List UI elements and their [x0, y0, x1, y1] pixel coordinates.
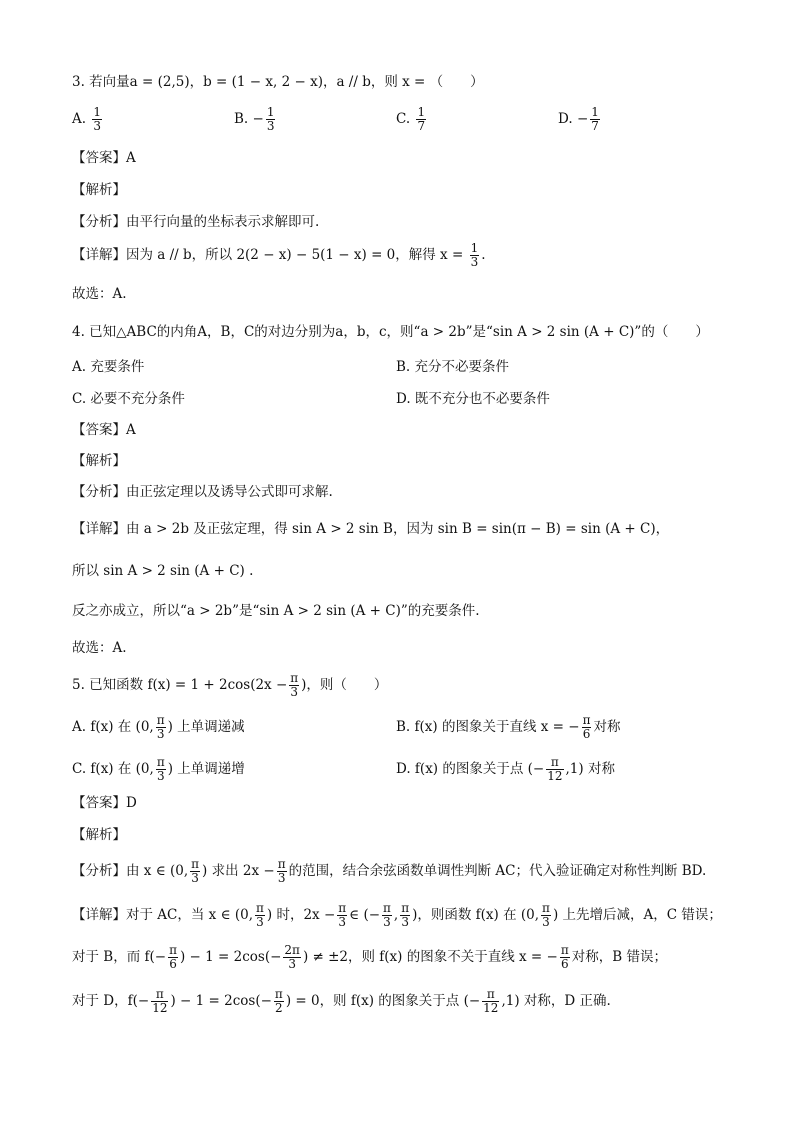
fraction: $\frac{\pi}{6}$ — [169, 943, 177, 971]
q3-conclusion: 故选：A. — [72, 286, 127, 302]
q5-option-d: D. f(x) 的图象关于点 (− $\frac{\pi}{12}$ ,1) 对称 — [396, 755, 615, 783]
option-label: B. — [234, 111, 249, 127]
q4-xiangjie-3: 反之亦成立，所以“a > 2b”是“sin A > 2 sin (A + C)”的充要条件. — [72, 603, 480, 619]
q4-conclusion: 故选：A. — [72, 640, 127, 656]
fraction: $\frac{\pi}{3}$ — [290, 671, 299, 699]
fraction: $\frac{\pi}{3}$ — [383, 901, 391, 929]
q4-option-b: B. 充分不必要条件 — [396, 359, 510, 375]
q3-option-a — [72, 106, 104, 133]
option-label: D. — [558, 111, 573, 127]
fraction: $\frac{1}{3}$ — [93, 105, 101, 133]
q5-option-b: B. f(x) 的图象关于直线 x = − $\frac{\pi}{6}$ 对称 — [396, 713, 621, 741]
fraction: $\frac{\pi}{3}$ — [401, 901, 410, 929]
q3-fenxi: 【分析】由平行向量的坐标表示求解即可. — [72, 214, 320, 230]
option-label: C. — [396, 111, 411, 127]
fraction: $\frac{\pi}{3}$ — [256, 901, 264, 929]
q4-stem: 4. 已知△ABC的内角A，B，C的对边分别为a，b，c，则“a > 2b”是“sin A > 2 sin (A + C)”的（ ） — [72, 324, 709, 340]
q4-option-d: D. 既不充分也不必要条件 — [396, 391, 550, 407]
fraction: $\frac{\pi}{3}$ — [542, 901, 550, 929]
fraction: $\frac{\pi}{12}$ — [483, 987, 499, 1015]
minus-sign: − — [252, 111, 264, 127]
q5-xiangjie-1: 【详解】对于 AC，当 x ∈ (0, $\frac{\pi}{3}$ ) 时，2x − $\frac{\pi}{3}$ ∈ (− $\frac{\pi}{3}$ , $\frac{\pi}{3}$ )，则函数 f(x) 在 (0, $\frac{\pi}{3}$ ) 上先增后减，A，C 错误； — [72, 901, 722, 929]
fraction: $\frac{1}{3}$ — [470, 241, 479, 269]
solution-text: 【详解】因为 a // b，所以 2(2 − x) − 5(1 − x) = 0，解得 x = — [72, 247, 464, 263]
q5-xiangjie-3: 对于 D，f(− $\frac{\pi}{12}$ ) − 1 = 2cos(− $\frac{\pi}{2}$ ) = 0，则 f(x) 的图象关于点 (− $\frac{\pi}{12}$ ,1) 对称，D 正确. — [72, 987, 611, 1015]
q3-answer: 【答案】A — [72, 150, 136, 166]
q3-option-c — [396, 106, 428, 133]
q4-fenxi: 【分析】由正弦定理以及诱导公式即可求解. — [72, 484, 333, 500]
fraction: $\frac{\pi}{6}$ — [582, 713, 591, 741]
fraction: $\frac{\pi}{12}$ — [152, 987, 168, 1015]
q5-analysis-tag: 【解析】 — [72, 827, 126, 843]
stem-text: )，则（ ） — [301, 677, 388, 693]
fraction: $\frac{\pi}{3}$ — [156, 755, 165, 783]
q4-option-c: C. 必要不充分条件 — [72, 391, 185, 407]
q5-fenxi: 【分析】由 x ∈ (0, $\frac{\pi}{3}$ ) 求出 2x − $\frac{\pi}{3}$ 的范围，结合余弦函数单调性判断 AC；代入验证确定对称性判断 BD. — [72, 857, 707, 885]
q4-answer: 【答案】A — [72, 422, 136, 438]
q4-xiangjie-2: 所以 sin A > 2 sin (A + C) . — [72, 563, 254, 579]
fraction: $\frac{2\pi}{3}$ — [284, 943, 300, 971]
fraction: $\frac{1}{7}$ — [591, 105, 599, 133]
q3-analysis-tag: 【解析】 — [72, 182, 126, 198]
q3-stem: 3. 若向量a = (2,5)，b = (1 − x, 2 − x)，a // b，则 x = （ ） — [72, 74, 484, 90]
q4-xiangjie-1: 【详解】由 a > 2b 及正弦定理，得 sin A > 2 sin B，因为 sin B = sin(π − B) = sin (A + C)， — [72, 521, 670, 537]
q5-answer: 【答案】D — [72, 795, 137, 811]
fraction: $\frac{\pi}{3}$ — [156, 713, 165, 741]
q5-option-a: A. f(x) 在 (0, $\frac{\pi}{3}$ ) 上单调递减 — [72, 713, 245, 741]
q5-stem — [72, 672, 387, 699]
fraction: $\frac{\pi}{3}$ — [277, 857, 286, 885]
fraction: $\frac{1}{3}$ — [266, 105, 275, 133]
q3-option-d — [558, 106, 602, 133]
q3-xiangjie: 【详解】因为 a // b，所以 2(2 − x) − 5(1 − x) = 0，解得 x = $\frac{1}{3}$ . — [72, 241, 486, 269]
fraction: $\frac{\pi}{3}$ — [338, 901, 347, 929]
q3-option-b — [234, 106, 277, 133]
fraction: $\frac{\pi}{12}$ — [547, 755, 563, 783]
fraction: $\frac{\pi}{2}$ — [274, 987, 283, 1015]
q5-option-c: C. f(x) 在 (0, $\frac{\pi}{3}$ ) 上单调递增 — [72, 755, 245, 783]
stem-text: 5. 已知函数 f(x) = 1 + 2cos(2x − — [72, 677, 288, 693]
fraction: $\frac{\pi}{6}$ — [560, 943, 569, 971]
q4-analysis-tag: 【解析】 — [72, 453, 126, 469]
minus-sign: − — [576, 111, 589, 127]
fraction: $\frac{1}{7}$ — [417, 105, 426, 133]
fraction: $\frac{\pi}{3}$ — [191, 857, 200, 885]
option-label: A. — [72, 111, 87, 127]
q4-option-a: A. 充要条件 — [72, 359, 145, 375]
q5-xiangjie-2: 对于 B，而 f(− $\frac{\pi}{6}$ ) − 1 = 2cos(− $\frac{2\pi}{3}$ ) ≠ ±2，则 f(x) 的图象不关于直线 x = − $\frac{\pi}{6}$ 对称，B 错误； — [72, 943, 667, 971]
